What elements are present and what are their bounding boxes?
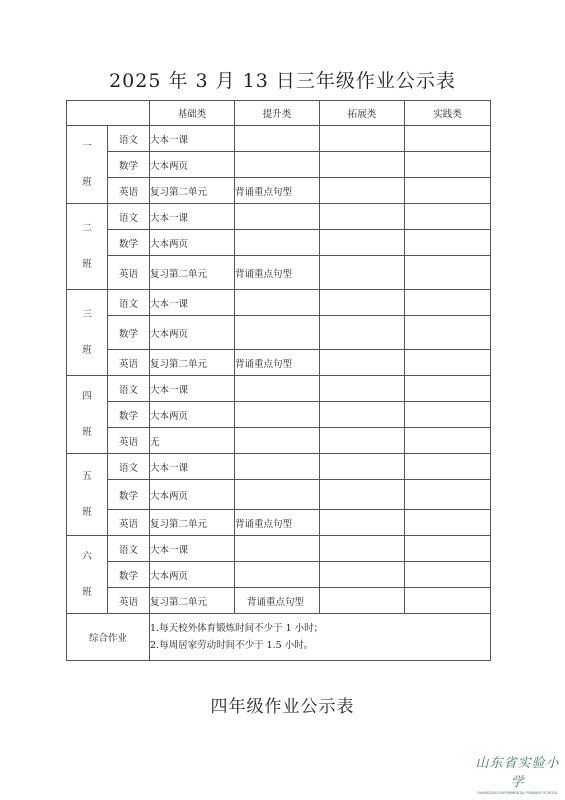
extend-cell (320, 204, 405, 230)
table-row (67, 204, 491, 230)
improve-cell (235, 376, 320, 402)
table-row (67, 480, 491, 510)
table-row (67, 152, 491, 178)
subject-cell: 数学 (108, 152, 150, 178)
summary-line: 1.每天校外体育锻炼时间不少于 1 小时； (150, 623, 324, 634)
subject-cell: 数学 (108, 230, 150, 256)
header-improve: 提升类 (235, 101, 320, 126)
basic-cell: 大本两页 (150, 402, 235, 428)
summary-row (67, 614, 491, 661)
practice-cell (405, 290, 491, 316)
class-name-char: 五 (82, 470, 92, 482)
extend-cell (320, 402, 405, 428)
table-row (67, 454, 491, 480)
extend-cell (320, 588, 405, 614)
subject-cell: 语文 (108, 536, 150, 562)
improve-cell (235, 562, 320, 588)
practice-cell (405, 316, 491, 350)
table-header-row (67, 101, 491, 126)
practice-cell (405, 376, 491, 402)
class-name-char: 六 (82, 550, 92, 562)
basic-cell: 复习第二单元 (150, 256, 235, 290)
practice-cell (405, 454, 491, 480)
basic-cell: 大本一课 (150, 376, 235, 402)
table-row (67, 376, 491, 402)
header-basic: 基础类 (150, 101, 235, 126)
basic-cell: 复习第二单元 (150, 588, 235, 614)
class-name-cell (67, 204, 108, 290)
table-row (67, 536, 491, 562)
improve-cell (235, 536, 320, 562)
subject-cell: 数学 (108, 402, 150, 428)
class-name-char: 四 (82, 390, 92, 402)
practice-cell (405, 204, 491, 230)
practice-cell (405, 428, 491, 454)
improve-cell: 背诵重点句型 (235, 510, 320, 536)
class-name-char: 班 (82, 258, 92, 270)
practice-cell (405, 536, 491, 562)
class-name-char: 班 (82, 344, 92, 356)
practice-cell (405, 402, 491, 428)
class-name-char: 二 (82, 222, 92, 234)
class-name-cell (67, 376, 108, 454)
next-section-title: 四年级作业公示表 (210, 697, 355, 717)
basic-cell: 大本两页 (150, 562, 235, 588)
basic-cell: 大本一课 (150, 126, 235, 152)
table-row (67, 256, 491, 290)
class-name-cell (67, 290, 108, 376)
basic-cell: 大本一课 (150, 536, 235, 562)
extend-cell (320, 536, 405, 562)
subject-cell: 英语 (108, 510, 150, 536)
extend-cell (320, 562, 405, 588)
subject-cell: 语文 (108, 290, 150, 316)
table-row (67, 316, 491, 350)
table-body (67, 126, 491, 614)
school-logo-cn: 山东省实验小学 (475, 756, 560, 790)
homework-table (66, 100, 491, 661)
improve-cell (235, 316, 320, 350)
summary-label: 综合作业 (67, 614, 150, 661)
basic-cell: 复习第二单元 (150, 350, 235, 376)
basic-cell: 无 (150, 428, 235, 454)
summary-line: 2.每周居家劳动时间不少于 1.5 小时。 (150, 640, 314, 651)
extend-cell (320, 454, 405, 480)
improve-cell (235, 402, 320, 428)
extend-cell (320, 376, 405, 402)
class-name-char: 班 (82, 506, 92, 518)
subject-cell: 语文 (108, 376, 150, 402)
table-row (67, 588, 491, 614)
extend-cell (320, 290, 405, 316)
page-title: 2025 年 3 月 13 日三年级作业公示表 (109, 70, 456, 92)
basic-cell: 大本一课 (150, 290, 235, 316)
summary-content (150, 614, 491, 661)
table-row (67, 350, 491, 376)
practice-cell (405, 562, 491, 588)
table-row (67, 428, 491, 454)
improve-cell: 背诵重点句型 (235, 256, 320, 290)
extend-cell (320, 178, 405, 204)
practice-cell (405, 178, 491, 204)
class-name-cell (67, 126, 108, 204)
subject-cell: 英语 (108, 588, 150, 614)
class-name-char: 一 (82, 140, 92, 152)
header-extend: 拓展类 (320, 101, 405, 126)
improve-cell (235, 152, 320, 178)
extend-cell (320, 256, 405, 290)
extend-cell (320, 152, 405, 178)
basic-cell: 复习第二单元 (150, 178, 235, 204)
basic-cell: 大本两页 (150, 230, 235, 256)
table-row (67, 402, 491, 428)
practice-cell (405, 480, 491, 510)
improve-cell: 背诵重点句型 (235, 588, 320, 614)
table-row (67, 562, 491, 588)
basic-cell: 复习第二单元 (150, 510, 235, 536)
school-logo (470, 752, 565, 795)
class-name-cell (67, 536, 108, 614)
subject-cell: 数学 (108, 562, 150, 588)
extend-cell (320, 428, 405, 454)
table-row (67, 178, 491, 204)
basic-cell: 大本两页 (150, 480, 235, 510)
subject-cell: 英语 (108, 428, 150, 454)
improve-cell (235, 290, 320, 316)
subject-cell: 数学 (108, 316, 150, 350)
improve-cell: 背诵重点句型 (235, 350, 320, 376)
practice-cell (405, 152, 491, 178)
basic-cell: 大本一课 (150, 204, 235, 230)
basic-cell: 大本两页 (150, 152, 235, 178)
subject-cell: 语文 (108, 204, 150, 230)
extend-cell (320, 316, 405, 350)
practice-cell (405, 588, 491, 614)
subject-cell: 英语 (108, 256, 150, 290)
header-practice: 实践类 (405, 101, 491, 126)
table-row (67, 290, 491, 316)
practice-cell (405, 230, 491, 256)
table-row (67, 230, 491, 256)
subject-cell: 英语 (108, 178, 150, 204)
extend-cell (320, 126, 405, 152)
table-row (67, 126, 491, 152)
class-name-cell (67, 454, 108, 536)
subject-cell: 英语 (108, 350, 150, 376)
table-row (67, 510, 491, 536)
improve-cell (235, 126, 320, 152)
subject-cell: 语文 (108, 126, 150, 152)
improve-cell (235, 454, 320, 480)
subject-cell: 数学 (108, 480, 150, 510)
extend-cell (320, 350, 405, 376)
basic-cell: 大本一课 (150, 454, 235, 480)
extend-cell (320, 480, 405, 510)
class-name-char: 班 (82, 426, 92, 438)
improve-cell: 背诵重点句型 (235, 178, 320, 204)
practice-cell (405, 350, 491, 376)
practice-cell (405, 126, 491, 152)
class-name-char: 三 (82, 308, 92, 320)
class-name-char: 班 (82, 586, 92, 598)
improve-cell (235, 204, 320, 230)
improve-cell (235, 230, 320, 256)
header-corner (67, 101, 150, 126)
subject-cell: 语文 (108, 454, 150, 480)
extend-cell (320, 230, 405, 256)
school-logo-en: SHANDONG EXPERIMENTAL PRIMARY SCHOOL (477, 791, 558, 795)
practice-cell (405, 256, 491, 290)
improve-cell (235, 480, 320, 510)
extend-cell (320, 510, 405, 536)
class-name-char: 班 (82, 176, 92, 188)
practice-cell (405, 510, 491, 536)
basic-cell: 大本两页 (150, 316, 235, 350)
improve-cell (235, 428, 320, 454)
